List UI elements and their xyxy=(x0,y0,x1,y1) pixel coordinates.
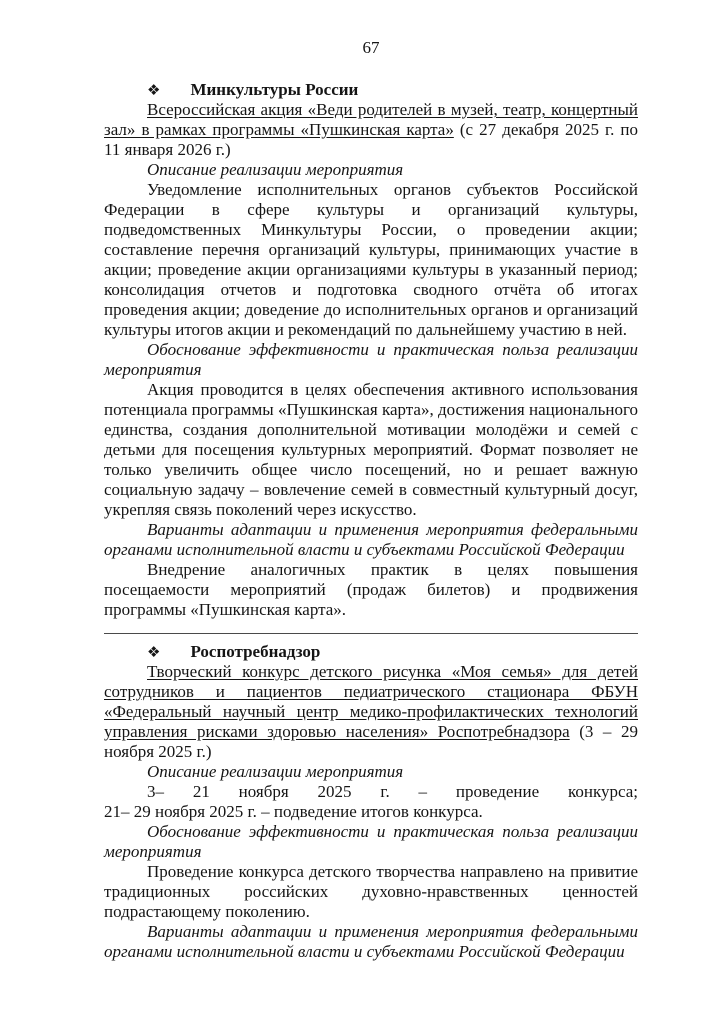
section-divider xyxy=(104,633,638,634)
section-heading-rospotrebnadzor xyxy=(104,642,638,662)
justification-label: Обоснование эффективности и практическая польза реализации мероприятия xyxy=(104,340,638,379)
page-content xyxy=(104,38,638,962)
page-number: 67 xyxy=(362,38,380,57)
event-title-underlined: Творческий конкурс детского рисунка «Моя семья» для детей сотрудников и пациентов педиатрического стационара ФБУН «Федеральный научный центр медико-профилактических технологий управления рисками здоровью населения» Роспотребнадзора xyxy=(104,662,638,741)
event-title-paragraph xyxy=(104,662,638,762)
section-heading-text: Минкультуры России xyxy=(190,80,359,99)
description-label: Описание реализации мероприятия xyxy=(147,762,404,781)
description-schedule-line1: 3– 21 ноября 2025 г. – проведение конкурса; xyxy=(147,782,638,801)
section-rospotrebnadzor xyxy=(104,642,638,962)
description-text: Уведомление исполнительных органов субъектов Российской Федерации в сфере культуры и организаций культуры, подведомственных Минкультуры России, о проведении акции; составление перечня организаций культуры, принимающих участие в акции; проведение акции организациями культуры в указанный период; консолидация отчетов и подготовка сводного отчёта об итогах проведения акции; доведение до исполнительных органов и организаций культуры итогов акции и рекомендаций по дальнейшему участию в ней. xyxy=(104,180,638,339)
description-schedule-line2: 21– 29 ноября 2025 г. – подведение итогов конкурса. xyxy=(104,802,483,821)
variants-label: Варианты адаптации и применения мероприятия федеральными органами исполнительной власти и субъектами Российской Федерации xyxy=(104,922,638,961)
variants-text: Внедрение аналогичных практик в целях повышения посещаемости мероприятий (продаж билетов) и продвижения программы «Пушкинская карта». xyxy=(104,560,638,619)
diamond-bullet-icon: ❖ xyxy=(147,81,161,99)
event-title-underlined: Всероссийская акция «Веди родителей в музей, театр, концертный зал» в рамках программы «Пушкинская карта» xyxy=(104,100,638,139)
variants-label: Варианты адаптации и применения мероприятия федеральными органами исполнительной власти и субъектами Российской Федерации xyxy=(104,520,638,559)
justification-text: Акция проводится в целях обеспечения активного использования потенциала программы «Пушкинская карта», достижения национального единства, создания дополнительной мотивации молодёжи и семей с детьми для посещения культурных мероприятий. Формат позволяет не только увеличить общее число посещений, но и решает важную социальную задачу – вовлечение семей в совместный культурный досуг, укрепляя связь поколений через искусство. xyxy=(104,380,638,519)
diamond-bullet-icon: ❖ xyxy=(147,643,161,661)
section-heading-minkultury xyxy=(104,80,638,100)
event-title-dates: (с 27 декабря 2025 г. по 11 января 2026 г.) xyxy=(104,120,638,159)
section-heading-text: Роспотребнадзор xyxy=(190,642,321,661)
section-minkultury xyxy=(104,80,638,620)
justification-label: Обоснование эффективности и практическая польза реализации мероприятия xyxy=(104,822,638,861)
description-label: Описание реализации мероприятия xyxy=(147,160,404,179)
justification-text: Проведение конкурса детского творчества направлено на привитие традиционных российских духовно-нравственных ценностей подрастающему поколению. xyxy=(104,862,638,921)
event-title-paragraph xyxy=(104,100,638,160)
event-title-dates: (3 – 29 ноября 2025 г.) xyxy=(104,722,638,761)
